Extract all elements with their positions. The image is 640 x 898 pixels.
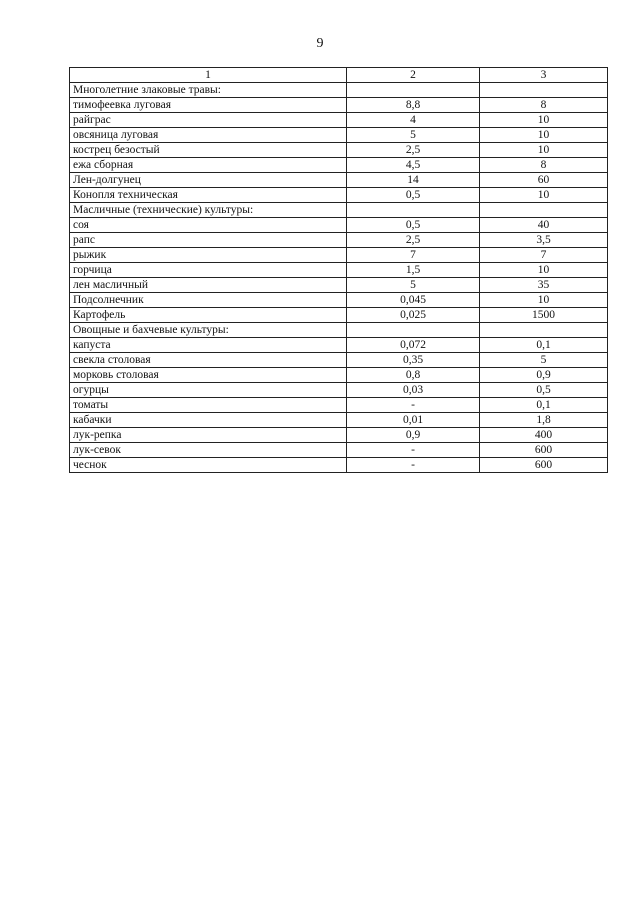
value-col3-cell: 0,1 — [480, 398, 608, 413]
value-col2-cell — [347, 323, 480, 338]
value-col2-cell: 0,5 — [347, 188, 480, 203]
table-row — [70, 338, 608, 353]
value-col3-cell: 5 — [480, 353, 608, 368]
table-row — [70, 248, 608, 263]
page-number: 9 — [316, 36, 324, 51]
value-col3-cell: 10 — [480, 143, 608, 158]
value-col2-cell: 14 — [347, 173, 480, 188]
value-col3-cell: 0,1 — [480, 338, 608, 353]
crop-name-cell: соя — [70, 218, 347, 233]
value-col2-cell: 5 — [347, 128, 480, 143]
crop-name-cell: Подсолнечник — [70, 293, 347, 308]
table-row — [70, 398, 608, 413]
value-col2-cell: 4 — [347, 113, 480, 128]
value-col3-cell: 0,9 — [480, 368, 608, 383]
table-row — [70, 158, 608, 173]
value-col2-cell: 0,8 — [347, 368, 480, 383]
table-row — [70, 203, 608, 218]
table-row — [70, 263, 608, 278]
table-row — [70, 143, 608, 158]
crop-table — [69, 67, 608, 473]
value-col3-cell: 8 — [480, 158, 608, 173]
value-col2-cell: 4,5 — [347, 158, 480, 173]
value-col2-cell: 0,01 — [347, 413, 480, 428]
table-row — [70, 458, 608, 473]
value-col3-cell: 60 — [480, 173, 608, 188]
value-col2-cell: 0,9 — [347, 428, 480, 443]
table-row — [70, 218, 608, 233]
table-row — [70, 428, 608, 443]
value-col3-cell: 600 — [480, 458, 608, 473]
value-col3-cell: 35 — [480, 278, 608, 293]
crop-name-cell: райграс — [70, 113, 347, 128]
value-col3-cell: 8 — [480, 98, 608, 113]
value-col2-cell: 0,025 — [347, 308, 480, 323]
crop-name-cell: огурцы — [70, 383, 347, 398]
crop-name-cell: лук-севок — [70, 443, 347, 458]
value-col2-cell: 0,045 — [347, 293, 480, 308]
crop-name-cell: ежа сборная — [70, 158, 347, 173]
value-col2-cell: 2,5 — [347, 143, 480, 158]
table-row — [70, 383, 608, 398]
value-col2-cell — [347, 203, 480, 218]
value-col3-cell: 10 — [480, 128, 608, 143]
crop-name-cell: рапс — [70, 233, 347, 248]
table-row — [70, 353, 608, 368]
value-col3-cell: 400 — [480, 428, 608, 443]
value-col3-cell: 0,5 — [480, 383, 608, 398]
value-col3-cell: 3,5 — [480, 233, 608, 248]
value-col3-cell: 1,8 — [480, 413, 608, 428]
table-row — [70, 233, 608, 248]
crop-name-cell: Конопля техническая — [70, 188, 347, 203]
crop-name-cell: морковь столовая — [70, 368, 347, 383]
value-col3-cell: 600 — [480, 443, 608, 458]
table-row — [70, 278, 608, 293]
crop-name-cell: тимофеевка луговая — [70, 98, 347, 113]
crop-name-cell: Лен-долгунец — [70, 173, 347, 188]
value-col3-cell: 10 — [480, 113, 608, 128]
table-row — [70, 188, 608, 203]
table-row — [70, 98, 608, 113]
value-col3-cell — [480, 323, 608, 338]
table-row — [70, 293, 608, 308]
table-row — [70, 443, 608, 458]
table-row — [70, 173, 608, 188]
crop-name-cell: Масличные (технические) культуры: — [70, 203, 347, 218]
crop-name-cell: овсяница луговая — [70, 128, 347, 143]
header-cell-1: 1 — [70, 68, 347, 83]
value-col2-cell: 0,072 — [347, 338, 480, 353]
table-row — [70, 413, 608, 428]
table-header-row — [70, 68, 608, 83]
value-col2-cell: 0,35 — [347, 353, 480, 368]
table-row — [70, 323, 608, 338]
value-col2-cell — [347, 83, 480, 98]
value-col3-cell: 10 — [480, 263, 608, 278]
crop-name-cell: свекла столовая — [70, 353, 347, 368]
value-col2-cell: 0,03 — [347, 383, 480, 398]
table-row — [70, 128, 608, 143]
crop-name-cell: горчица — [70, 263, 347, 278]
value-col3-cell — [480, 83, 608, 98]
value-col2-cell: - — [347, 443, 480, 458]
value-col3-cell: 10 — [480, 188, 608, 203]
header-cell-2: 2 — [347, 68, 480, 83]
value-col2-cell: 0,5 — [347, 218, 480, 233]
value-col2-cell: 5 — [347, 278, 480, 293]
value-col2-cell: 8,8 — [347, 98, 480, 113]
crop-name-cell: капуста — [70, 338, 347, 353]
value-col3-cell: 40 — [480, 218, 608, 233]
crop-name-cell: кострец безостый — [70, 143, 347, 158]
value-col2-cell: 2,5 — [347, 233, 480, 248]
table-row — [70, 83, 608, 98]
crop-name-cell: лук-репка — [70, 428, 347, 443]
table-body — [70, 68, 608, 473]
value-col2-cell: 7 — [347, 248, 480, 263]
crop-name-cell: Многолетние злаковые травы: — [70, 83, 347, 98]
crop-name-cell: томаты — [70, 398, 347, 413]
crop-name-cell: рыжик — [70, 248, 347, 263]
crop-name-cell: Овощные и бахчевые культуры: — [70, 323, 347, 338]
crop-name-cell: лен масличный — [70, 278, 347, 293]
value-col3-cell — [480, 203, 608, 218]
table-row — [70, 113, 608, 128]
table-row — [70, 368, 608, 383]
header-cell-3: 3 — [480, 68, 608, 83]
crop-name-cell: чеснок — [70, 458, 347, 473]
value-col2-cell: - — [347, 458, 480, 473]
value-col3-cell: 10 — [480, 293, 608, 308]
value-col2-cell: - — [347, 398, 480, 413]
table-row — [70, 308, 608, 323]
crop-name-cell: кабачки — [70, 413, 347, 428]
value-col3-cell: 1500 — [480, 308, 608, 323]
crop-name-cell: Картофель — [70, 308, 347, 323]
value-col3-cell: 7 — [480, 248, 608, 263]
value-col2-cell: 1,5 — [347, 263, 480, 278]
